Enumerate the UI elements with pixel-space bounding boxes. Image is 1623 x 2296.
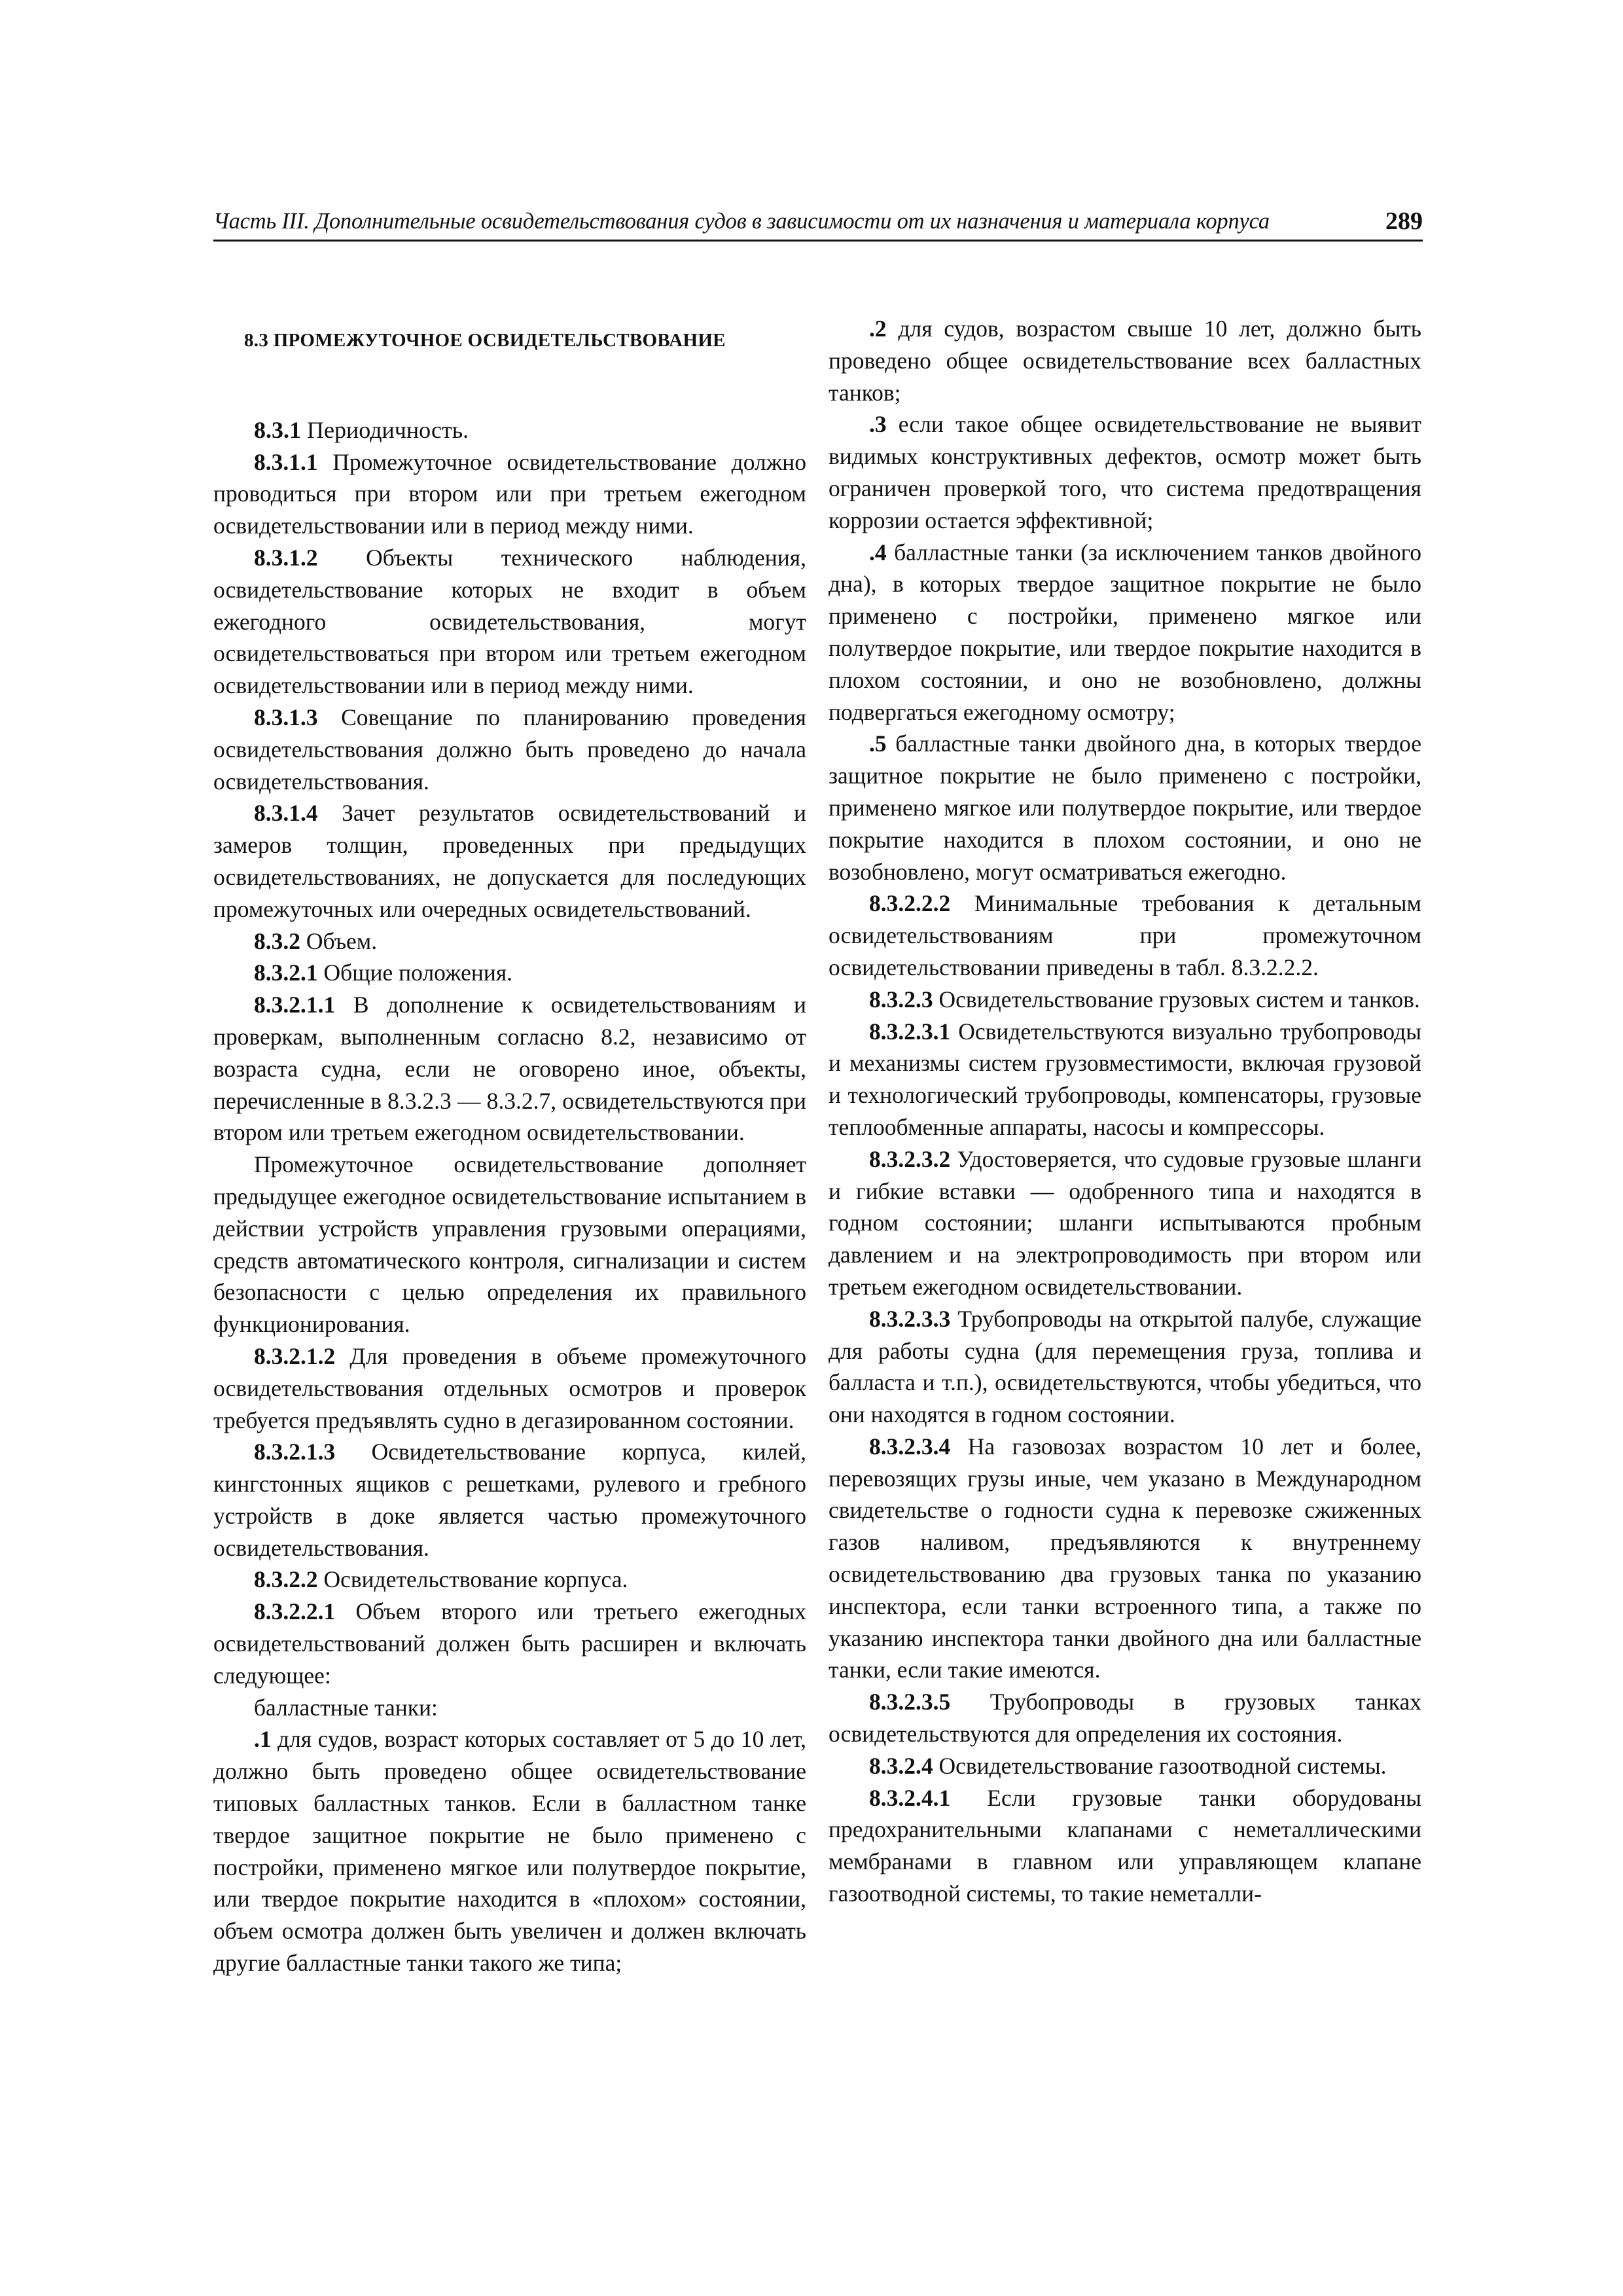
paragraph-text: На газовозах возрастом 10 лет и более, перевозящих грузы иные, чем указано в Международном свидетельстве о годности судна к перевозке сжиженных газов наливом, предъявляются к внутреннему освидетельствованию два грузовых танка по указанию инспектора, если танки встроенного типа, а также по указанию инспектора танки двойного дна или балластные танки, если такие имеются.	[829, 1433, 1421, 1683]
clause-number: 8.3.2.1.1	[254, 992, 336, 1018]
paragraph-text: Освидетельствование газоотводной системы.	[933, 1752, 1387, 1779]
clause-number: .3	[869, 411, 887, 438]
list-item-1	[213, 1723, 806, 1979]
paragraph-8-3-2-3-2	[829, 1143, 1421, 1303]
paragraph-text: Совещание по планированию проведения освидетельствования должно быть проведено до начала освидетельствования.	[213, 704, 806, 795]
list-item-3	[829, 408, 1421, 536]
paragraph-text: Если грузовые танки оборудованы предохранительными клапанами с неметаллическими мембранами в главном или управляющем клапане газоотводной системы, то такие неметалли-	[829, 1784, 1421, 1907]
paragraph-text: Объекты технического наблюдения, освидетельствование которых не входит в объем ежегодного освидетельствования, могут освидетельствоваться при втором или третьем ежегодном освидетельствовании или в период между ними.	[213, 544, 806, 699]
clause-number: 8.3.2.3.4	[869, 1433, 951, 1460]
paragraph-text: балластные танки:	[254, 1694, 438, 1721]
clause-number: 8.3.1.1	[254, 448, 318, 475]
clause-number: 8.3.1.3	[254, 704, 318, 730]
clause-number: 8.3.2.3.3	[869, 1305, 951, 1332]
paragraph-8-3-2-2-1	[213, 1596, 806, 1691]
clause-number: 8.3.2.3.5	[869, 1689, 951, 1715]
clause-number: 8.3.1	[254, 416, 301, 443]
clause-number: .5	[869, 730, 887, 757]
paragraph-intermediate-supplement	[213, 1149, 806, 1340]
page-number: 289	[1385, 207, 1423, 235]
paragraph-8-3-2-2	[213, 1564, 806, 1596]
paragraph-8-3-2-1-3	[213, 1436, 806, 1564]
paragraph-8-3-2-1-2	[213, 1340, 806, 1436]
paragraph-8-3-2-1-1	[213, 989, 806, 1149]
left-column	[213, 313, 806, 1979]
clause-number: 8.3.2.1	[254, 960, 318, 986]
paragraph-text: Объем второго или третьего ежегодных освидетельствований должен быть расширен и включать следующее:	[213, 1598, 806, 1689]
clause-number: 8.3.1.2	[254, 544, 318, 571]
clause-number: 8.3.2.3	[869, 986, 933, 1013]
clause-number: 8.3.1.4	[254, 800, 318, 827]
paragraph-text: Для проведения в объеме промежуточного освидетельствования отдельных осмотров и проверок требуется предъявлять судно в дегазированном состоянии.	[213, 1342, 806, 1433]
clause-number: .2	[869, 315, 887, 342]
paragraph-8-3-1	[213, 414, 806, 446]
clause-number: 8.3.2.2	[254, 1566, 318, 1593]
section-title: 8.3 ПРОМЕЖУТОЧНОЕ ОСВИДЕТЕЛЬСТВОВАНИЕ	[244, 330, 726, 351]
paragraph-text: Зачет результатов освидетельствований и замеров толщин, проведенных при предыдущих освидетельствованиях, не допускается для последующих промежуточных или очередных освидетельствований.	[213, 800, 806, 922]
clause-number: 8.3.2.1.2	[254, 1342, 336, 1369]
paragraph-ballast-tanks	[213, 1692, 806, 1724]
paragraph-8-3-2	[213, 925, 806, 958]
paragraph-text: Трубопроводы на открытой палубе, служащие для работы судна (для перемещения груза, топлива и балласта и т.п.), освидетельствуются, чтобы убедиться, что они находятся в годном состоянии.	[829, 1305, 1421, 1428]
list-item-5	[829, 728, 1421, 888]
clause-number: 8.3.2	[254, 927, 300, 954]
paragraph-8-3-1-4	[213, 797, 806, 925]
paragraph-text: Освидетельствуются визуально трубопроводы и механизмы систем грузовместимости, включая грузовой и технологический трубопроводы, компенсаторы, грузовые теплообменные аппараты, насосы и компрессоры.	[829, 1018, 1421, 1140]
list-item-2	[829, 313, 1421, 408]
clause-number: 8.3.2.2.1	[254, 1598, 336, 1625]
clause-number: 8.3.2.2.2	[869, 890, 951, 917]
paragraph-text: Освидетельствование корпуса, килей, кингстонных ящиков с решетками, рулевого и гребного устройств в доке является частью промежуточного освидетельствования.	[213, 1439, 806, 1561]
clause-number: 8.3.2.4	[869, 1752, 933, 1779]
paragraph-text: балластные танки двойного дна, в которых твердое защитное покрытие не было применено с постройки, применено мягкое или полутвердое покрытие, или твердое покрытие находится в плохом состоянии, и оно не возобновлено, могут осматриваться ежегодно.	[829, 730, 1421, 885]
clause-number: 8.3.2.3.2	[869, 1145, 951, 1172]
paragraph-text: В дополнение к освидетельствованиям и проверкам, выполненным согласно 8.2, независимо от возраста судна, если не оговорено иное, объекты, перечисленные в 8.3.2.3 — 8.3.2.7, освидетельствуются при втором или третьем ежегодном освидетельствовании.	[213, 992, 806, 1146]
clause-number: 8.3.2.4.1	[869, 1784, 951, 1811]
paragraph-8-3-2-3-5	[829, 1686, 1421, 1750]
paragraph-text: Удостоверяется, что судовые грузовые шланги и гибкие вставки — одобренного типа и находятся в годном состоянии; шланги испытываются пробным давлением и на электропроводимость при втором или третьем ежегодном освидетельствовании.	[829, 1145, 1421, 1300]
paragraph-text: Трубопроводы в грузовых танках освидетельствуются для определения их состояния.	[829, 1689, 1421, 1748]
paragraph-8-3-2-2-2	[829, 888, 1421, 983]
paragraph-text: Общие положения.	[317, 960, 513, 986]
clause-number: 8.3.2.1.3	[254, 1439, 336, 1465]
paragraph-text: Промежуточное освидетельствование должно проводиться при втором или при третьем ежегодном освидетельствовании или в период между ними.	[213, 448, 806, 539]
paragraph-8-3-1-1	[213, 446, 806, 542]
paragraph-text: если такое общее освидетельствование не выявит видимых конструктивных дефектов, осмотр может быть ограничен проверкой того, что система предотвращения коррозии остается эффективной;	[829, 411, 1421, 533]
paragraph-text: Промежуточное освидетельствование дополняет предыдущее ежегодное освидетельствование испытанием в действии устройств управления грузовыми операциями, средств автоматического контроля, сигнализации и систем безопасности с целью определения их правильного функционирования.	[213, 1151, 806, 1338]
clause-number: 8.3.2.3.1	[869, 1018, 951, 1045]
paragraph-8-3-2-3-3	[829, 1303, 1421, 1431]
paragraph-text: для судов, возраст которых составляет от 5 до 10 лет, должно быть проведено общее освидетельствование типовых балластных танков. Если в балластном танке твердое защитное покрытие не было применено с постройки, применено мягкое или полутвердое покрытие, или твердое покрытие находится в «плохом» состоянии, объем осмотра должен быть увеличен и должен включать другие балластные танки такого же типа;	[213, 1726, 806, 1977]
paragraph-text: Объем.	[300, 927, 378, 954]
paragraph-text: балластные танки (за исключением танков двойного дна), в которых твердое защитное покрытие не было применено с постройки, применено мягкое или полутвердое покрытие, или твердое покрытие находится в плохом состоянии, и оно не возобновлено, должны подвергаться ежегодному осмотру;	[829, 539, 1421, 725]
list-item-4	[829, 537, 1421, 728]
paragraph-8-3-2-3-1	[829, 1016, 1421, 1143]
paragraph-text: для судов, возрастом свыше 10 лет, должно быть проведено общее освидетельствование всех балластных танков;	[829, 315, 1421, 406]
paragraph-8-3-1-3	[213, 702, 806, 797]
paragraph-8-3-2-4	[829, 1750, 1421, 1782]
paragraph-8-3-2-3	[829, 984, 1421, 1016]
clause-number: .4	[869, 539, 887, 565]
paragraph-8-3-2-4-1	[829, 1782, 1421, 1910]
paragraph-8-3-2-3-4	[829, 1431, 1421, 1686]
running-header	[213, 200, 1423, 242]
header-title: Часть III. Дополнительные освидетельствования судов в зависимости от их назначения и материала корпуса	[213, 209, 1270, 234]
paragraph-8-3-1-2	[213, 542, 806, 702]
paragraph-text: Освидетельствование корпуса.	[317, 1566, 628, 1593]
paragraph-text: Освидетельствование грузовых систем и танков.	[933, 986, 1420, 1013]
paragraph-text: Минимальные требования к детальным освидетельствованиям при промежуточном освидетельствовании приведены в табл. 8.3.2.2.2.	[829, 890, 1421, 980]
clause-number: .1	[254, 1726, 272, 1753]
paragraph-text: Периодичность.	[301, 416, 469, 443]
paragraph-8-3-2-1	[213, 957, 806, 989]
right-column	[829, 313, 1421, 1910]
